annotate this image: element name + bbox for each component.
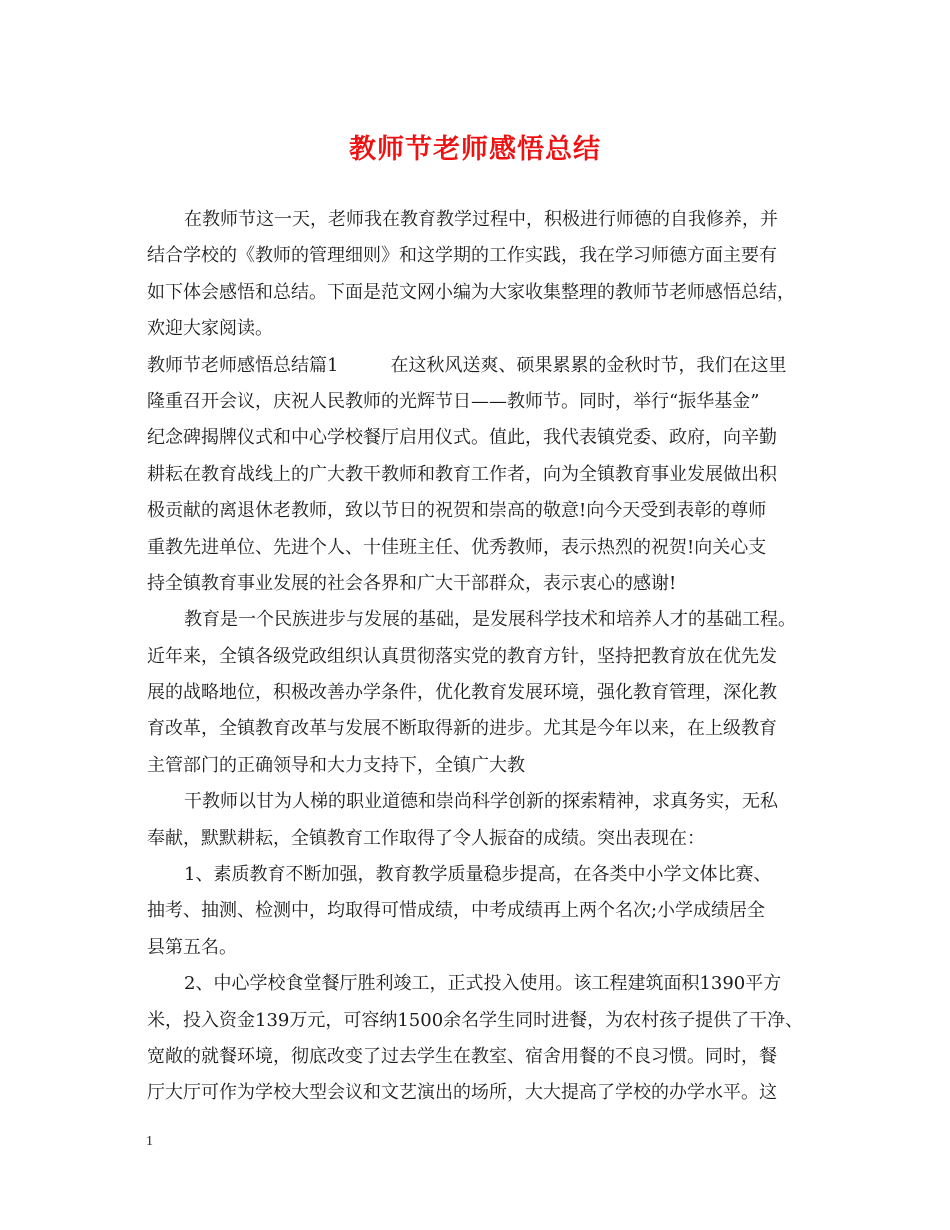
text-line: 在教师节这一天，老师我在教育教学过程中，积极进行师德的自我修养，并	[184, 209, 778, 230]
text-line: 持全镇教育事业发展的社会各界和广大干部群众，表示衷心的感谢!	[147, 572, 677, 594]
paragraph-teachers-achievements	[147, 784, 813, 857]
text-line: 米，投入资金139万元，可容纳1500余名学生同时进餐，为农村孩子提供了干净、	[147, 1009, 804, 1031]
text-line: 纪念碑揭牌仪式和中心学校餐厅启用仪式。值此，我代表镇党委、政府，向辛勤	[147, 427, 777, 449]
paragraph-intro	[147, 202, 813, 348]
text-line: 近年来，全镇各级党政组织认真贯彻落实党的教育方针，坚持把教育放在优先发	[147, 645, 777, 667]
text-line: 主管部门的正确领导和大力支持下，全镇广大教	[147, 754, 525, 776]
text-line: 极贡献的离退休老教师，致以节日的祝贺和崇高的敬意!向今天受到表彰的尊师	[147, 500, 767, 522]
text-line: 抽考、抽测、检测中，均取得可惜成绩，中考成绩再上两个名次;小学成绩居全	[147, 900, 766, 922]
paragraph-section-1	[147, 348, 813, 603]
text-line: 耕耘在教育战线上的广大教干教师和教育工作者，向为全镇教育事业发展做出积	[147, 463, 777, 485]
page-number: 1	[146, 1134, 153, 1149]
text-line: 育改革，全镇教育改革与发展不断取得新的进步。尤其是今年以来，在上级教育	[147, 718, 777, 740]
text-line: 县第五名。	[147, 936, 237, 958]
paragraph-education-foundation	[147, 602, 813, 784]
document-title: 教师节老师感悟总结	[349, 134, 601, 165]
text-line: 奉献，默默耕耘，全镇教育工作取得了令人振奋的成绩。突出表现在：	[147, 827, 705, 849]
text-run: 在这秋风送爽、硕果累累的金秋时节，我们在这里	[390, 354, 787, 376]
paragraph-item-2	[147, 966, 813, 1112]
text-line: 厅大厅可作为学校大型会议和文艺演出的场所，大大提高了学校的办学水平。这	[147, 1082, 777, 1104]
paragraph-item-1	[147, 857, 813, 966]
text-line: 宽敞的就餐环境，彻底改变了过去学生在教室、宿舍用餐的不良习惯。同时，餐	[147, 1045, 777, 1067]
text-line: 2、中心学校食堂餐厅胜利竣工，正式投入使用。该工程建筑面积1390平方	[184, 973, 782, 995]
text-line: 隆重召开会议，庆祝人民教师的光辉节日——教师节。同时，举行“振华基金”	[147, 390, 760, 412]
text-line: 欢迎大家阅读。	[147, 318, 273, 340]
document-body	[147, 202, 813, 1112]
text-line: 干教师以甘为人梯的职业道德和崇尚科学创新的探索精神，求真务实，无私	[184, 791, 778, 813]
text-line: 如下体会感悟和总结。下面是范文网小编为大家收集整理的教师节老师感悟总结，	[147, 281, 795, 303]
text-line: 展的战略地位，积极改善办学条件，优化教育发展环境，强化教育管理，深化教	[147, 682, 777, 704]
text-line: 教育是一个民族进步与发展的基础，是发展科学技术和培养人才的基础工程。	[184, 609, 796, 631]
section-heading: 教师节老师感悟总结篇1	[147, 354, 339, 376]
text-line: 重教先进单位、先进个人、十佳班主任、优秀教师，表示热烈的祝贺!向关心支	[147, 536, 767, 558]
text-line: 结合学校的《教师的管理细则》和这学期的工作实践，我在学习师德方面主要有	[147, 245, 777, 267]
text-line	[147, 348, 813, 384]
text-line: 1、素质教育不断加强，教育教学质量稳步提高，在各类中小学文体比赛、	[184, 864, 772, 886]
